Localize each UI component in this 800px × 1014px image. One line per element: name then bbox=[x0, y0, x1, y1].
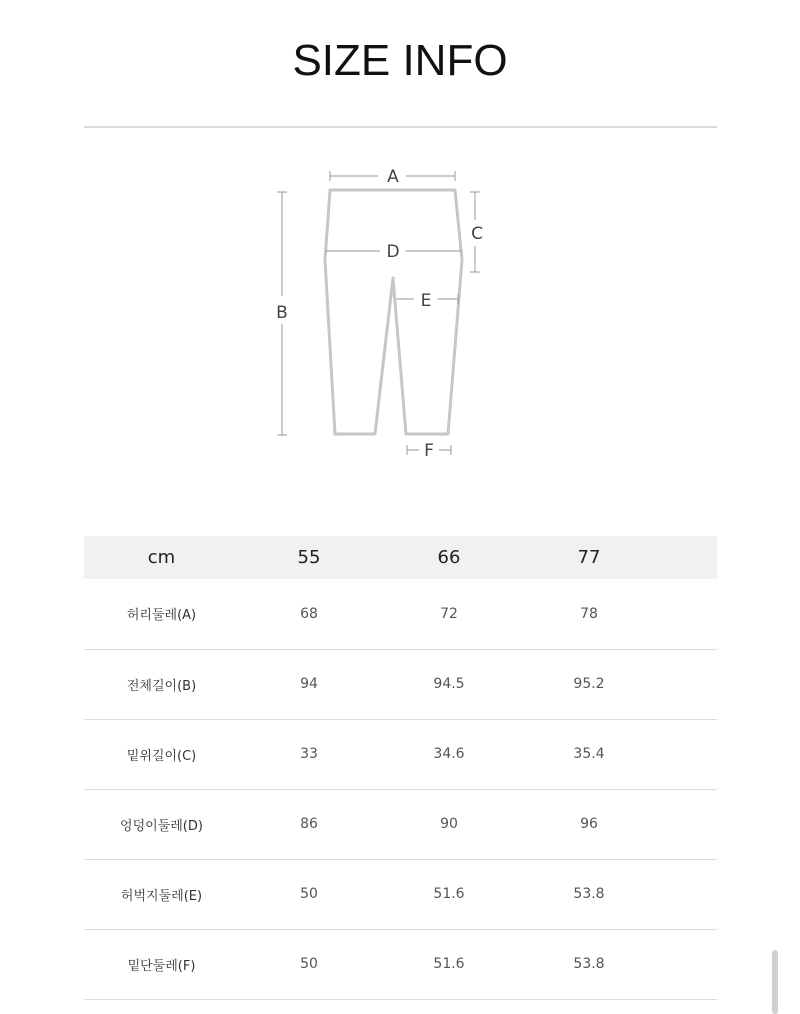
table-row bbox=[84, 789, 717, 859]
table-cell: 51.6 bbox=[379, 929, 519, 999]
table-cell: 35.4 bbox=[519, 719, 659, 789]
scrollbar[interactable] bbox=[772, 950, 778, 1014]
size-table bbox=[84, 536, 717, 1000]
dimension-label-b: B bbox=[276, 303, 288, 323]
table-cell: 68 bbox=[239, 579, 379, 649]
row-label: 전체길이(B) bbox=[84, 649, 239, 719]
table-cell: 72 bbox=[379, 579, 519, 649]
dimension-label-f: F bbox=[424, 441, 434, 461]
table-cell-spacer bbox=[659, 649, 717, 719]
row-label: 밑단둘레(F) bbox=[84, 929, 239, 999]
pants-shape bbox=[325, 190, 462, 434]
table-cell: 50 bbox=[239, 859, 379, 929]
row-label: 엉덩이둘레(D) bbox=[84, 789, 239, 859]
table-cell: 96 bbox=[519, 789, 659, 859]
table-cell: 94 bbox=[239, 649, 379, 719]
dimension-label-a: A bbox=[387, 167, 399, 187]
table-cell: 90 bbox=[379, 789, 519, 859]
row-label: 허벅지둘레(E) bbox=[84, 859, 239, 929]
table-row bbox=[84, 579, 717, 649]
table-cell: 94.5 bbox=[379, 649, 519, 719]
pants-outline-icon bbox=[0, 150, 800, 470]
dimension-label-c: C bbox=[471, 224, 483, 244]
table-row bbox=[84, 859, 717, 929]
table-row bbox=[84, 649, 717, 719]
table-cell: 53.8 bbox=[519, 929, 659, 999]
row-label: 밑위길이(C) bbox=[84, 719, 239, 789]
table-cell-spacer bbox=[659, 929, 717, 999]
table-header-row bbox=[84, 536, 717, 579]
table-cell: 86 bbox=[239, 789, 379, 859]
table-cell: 50 bbox=[239, 929, 379, 999]
table-cell-spacer bbox=[659, 719, 717, 789]
table-row bbox=[84, 929, 717, 999]
title-divider bbox=[84, 126, 717, 128]
header-size-77: 77 bbox=[577, 547, 601, 568]
table-cell-spacer bbox=[659, 789, 717, 859]
table-cell: 33 bbox=[239, 719, 379, 789]
dimension-label-e: E bbox=[420, 291, 432, 311]
row-label: 허리둘레(A) bbox=[84, 579, 239, 649]
page-title: SIZE INFO bbox=[292, 36, 508, 85]
table-cell: 51.6 bbox=[379, 859, 519, 929]
table-cell-spacer bbox=[659, 859, 717, 929]
table-cell-spacer bbox=[659, 579, 717, 649]
table-cell: 95.2 bbox=[519, 649, 659, 719]
size-diagram bbox=[0, 150, 800, 470]
table-cell: 78 bbox=[519, 579, 659, 649]
header-spacer bbox=[659, 536, 717, 579]
table-cell: 53.8 bbox=[519, 859, 659, 929]
header-size-55: 55 bbox=[297, 547, 321, 568]
header-size-66: 66 bbox=[437, 547, 461, 568]
header-unit: cm bbox=[147, 547, 176, 568]
dimension-label-d: D bbox=[386, 242, 400, 262]
table-cell: 34.6 bbox=[379, 719, 519, 789]
table-row bbox=[84, 719, 717, 789]
